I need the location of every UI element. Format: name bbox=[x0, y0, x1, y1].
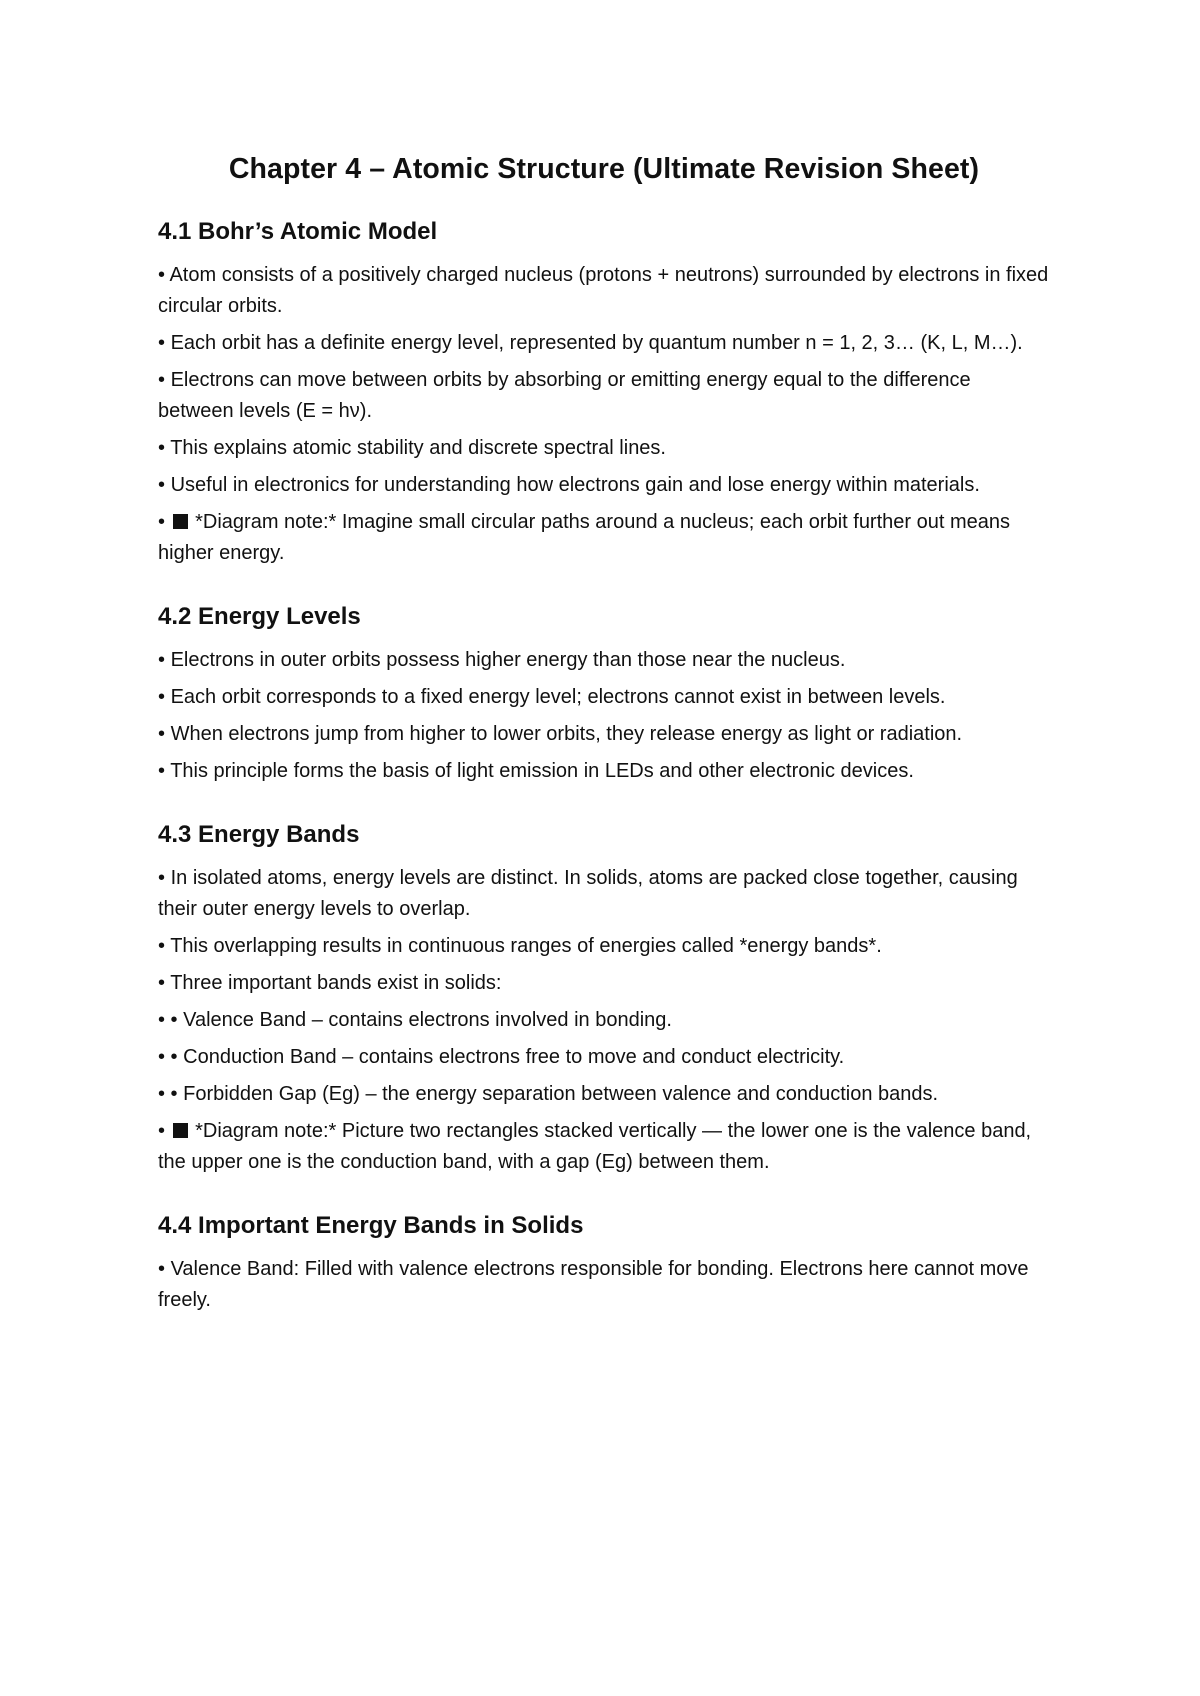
bullet-marker: • bbox=[158, 1120, 166, 1142]
bullet-text: Three important bands exist in solids: bbox=[170, 972, 502, 994]
bullet-text: Conduction Band – contains electrons free to move and conduct electricity. bbox=[183, 1046, 845, 1068]
bullet-text: When electrons jump from higher to lower orbits, they release energy as light or radiation. bbox=[170, 723, 963, 745]
bullet-text: Valence Band: Filled with valence electrons responsible for bonding. Electrons here cannot move freely. bbox=[158, 1258, 1029, 1311]
bullet-marker: • bbox=[158, 264, 166, 286]
bullet-item bbox=[158, 968, 1050, 999]
bullet-marker: • bbox=[158, 867, 166, 889]
bullet-text: *Diagram note:* Imagine small circular paths around a nucleus; each orbit further out means higher energy. bbox=[158, 511, 1011, 564]
bullet-marker: • • bbox=[158, 1009, 178, 1031]
bullet-item bbox=[158, 365, 1050, 427]
bullet-item bbox=[158, 470, 1050, 501]
black-square-icon bbox=[173, 514, 188, 529]
bullet-item bbox=[158, 756, 1050, 787]
bullet-text: This overlapping results in continuous ranges of energies called *energy bands*. bbox=[170, 935, 882, 957]
bullet-marker: • • bbox=[158, 1083, 178, 1105]
section-1 bbox=[158, 216, 1050, 569]
bullet-marker: • bbox=[158, 686, 166, 708]
bullet-item bbox=[158, 433, 1050, 464]
bullet-marker: • bbox=[158, 1258, 166, 1280]
bullet-marker: • bbox=[158, 437, 166, 459]
bullet-marker: • bbox=[158, 474, 166, 496]
document-title: Chapter 4 – Atomic Structure (Ultimate Revision Sheet) bbox=[228, 153, 980, 185]
bullet-item bbox=[158, 260, 1050, 322]
bullet-text: Forbidden Gap (Eg) – the energy separation between valence and conduction bands. bbox=[183, 1083, 939, 1105]
bullet-text: Each orbit has a definite energy level, represented by quantum number n = 1, 2, 3… (K, L, M…). bbox=[170, 332, 1023, 354]
bullet-marker: • bbox=[158, 511, 166, 533]
bullet-text: Each orbit corresponds to a fixed energy level; electrons cannot exist in between levels. bbox=[170, 686, 946, 708]
bullet-marker: • • bbox=[158, 1046, 178, 1068]
bullet-item bbox=[158, 1116, 1050, 1178]
section-2 bbox=[158, 601, 1050, 787]
bullet-item bbox=[158, 645, 1050, 676]
section-heading: 4.4 Important Energy Bands in Solids bbox=[158, 1212, 584, 1239]
bullet-item bbox=[158, 931, 1050, 962]
section-4 bbox=[158, 1210, 1050, 1316]
bullet-text: Valence Band – contains electrons involved in bonding. bbox=[183, 1009, 672, 1031]
bullet-item bbox=[158, 719, 1050, 750]
bullet-marker: • bbox=[158, 369, 166, 391]
bullet-text: Electrons can move between orbits by absorbing or emitting energy equal to the difference between levels (E = hν). bbox=[158, 369, 971, 422]
section-heading: 4.1 Bohr’s Atomic Model bbox=[158, 218, 438, 245]
bullet-text: Atom consists of a positively charged nucleus (protons + neutrons) surrounded by electrons in fixed circular orbits. bbox=[158, 264, 1049, 317]
bullet-marker: • bbox=[158, 649, 166, 671]
bullet-marker: • bbox=[158, 972, 166, 994]
bullet-marker: • bbox=[158, 332, 166, 354]
bullet-marker: • bbox=[158, 760, 166, 782]
bullet-item bbox=[158, 682, 1050, 713]
bullet-marker: • bbox=[158, 723, 166, 745]
section-3 bbox=[158, 819, 1050, 1178]
bullet-item bbox=[158, 1079, 1050, 1110]
section-heading: 4.3 Energy Bands bbox=[158, 821, 360, 848]
sections-container bbox=[158, 216, 1050, 1316]
bullet-marker: • bbox=[158, 935, 166, 957]
bullet-item bbox=[158, 328, 1050, 359]
bullet-text: In isolated atoms, energy levels are distinct. In solids, atoms are packed close together, causing their outer energy levels to overlap. bbox=[158, 867, 1018, 920]
bullet-item bbox=[158, 507, 1050, 569]
bullet-item bbox=[158, 1042, 1050, 1073]
bullet-text: Useful in electronics for understanding how electrons gain and lose energy within materials. bbox=[170, 474, 980, 496]
bullet-text: Electrons in outer orbits possess higher energy than those near the nucleus. bbox=[170, 649, 846, 671]
bullet-item bbox=[158, 863, 1050, 925]
black-square-icon bbox=[173, 1123, 188, 1138]
bullet-text: *Diagram note:* Picture two rectangles stacked vertically — the lower one is the valence band, the upper one is the conduction band, with a gap (Eg) between them. bbox=[158, 1120, 1032, 1173]
bullet-item bbox=[158, 1005, 1050, 1036]
bullet-item bbox=[158, 1254, 1050, 1316]
bullet-text: This principle forms the basis of light emission in LEDs and other electronic devices. bbox=[170, 760, 914, 782]
bullet-text: This explains atomic stability and discrete spectral lines. bbox=[170, 437, 666, 459]
section-heading: 4.2 Energy Levels bbox=[158, 603, 361, 630]
